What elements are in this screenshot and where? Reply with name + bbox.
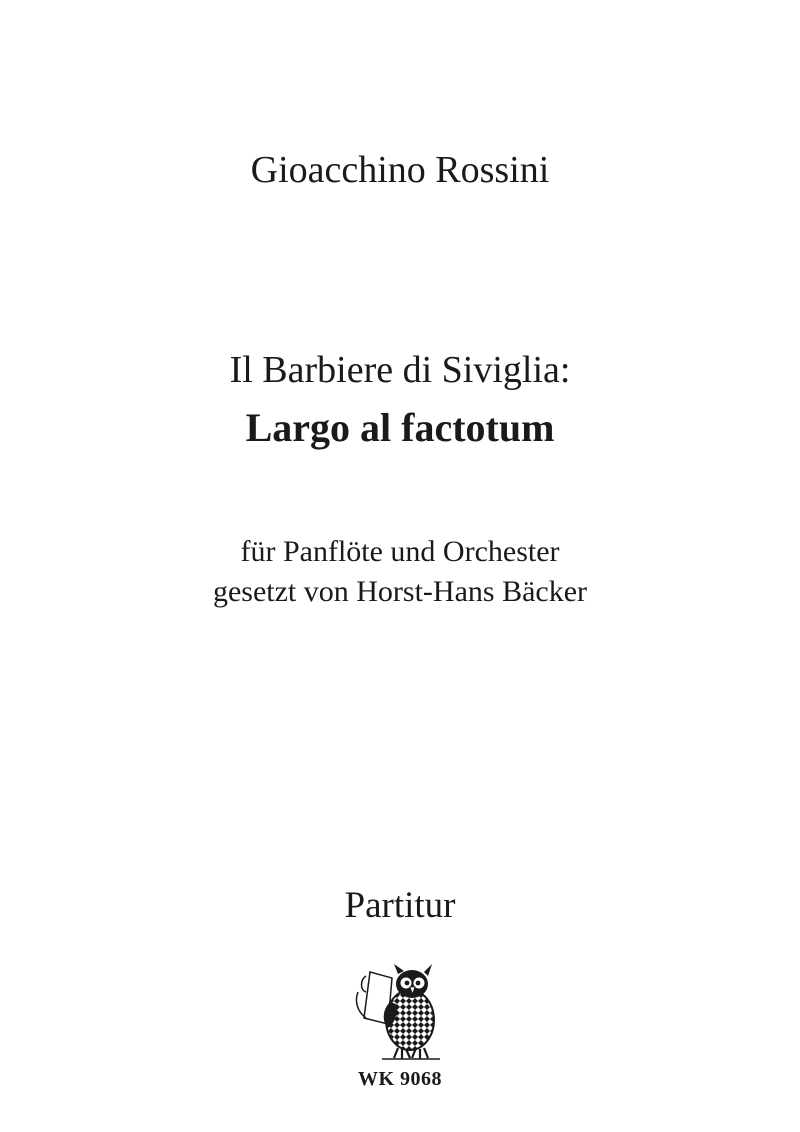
edition-type: Partitur [344, 885, 456, 926]
opera-title: Il Barbiere di Siviglia: [229, 349, 571, 391]
catalog-number: WK 9068 [357, 1068, 443, 1090]
owl-with-scroll-icon [352, 962, 448, 1062]
composer-name: Gioacchino Rossini [250, 149, 550, 191]
aria-title: Largo al factotum [245, 405, 555, 450]
instrumentation-line: für Panflöte und Orchester [240, 535, 560, 568]
arranger-line: gesetzt von Horst-Hans Bäcker [212, 575, 588, 608]
